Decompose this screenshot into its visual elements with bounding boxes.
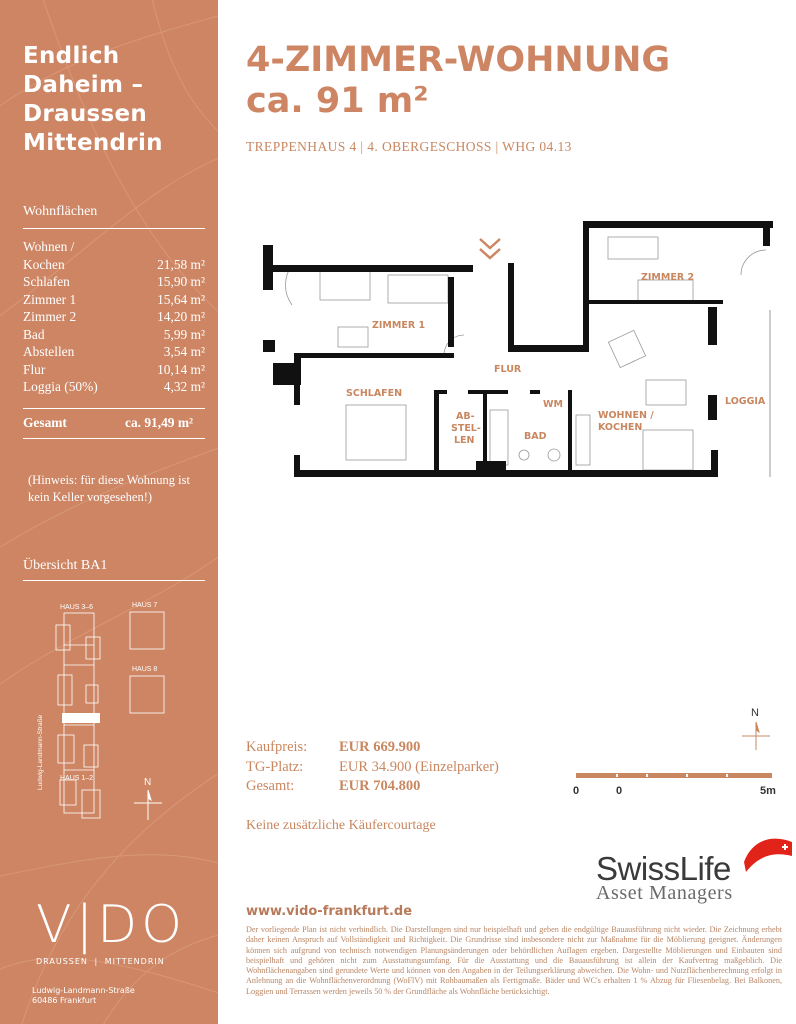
total-label: Gesamt — [23, 415, 67, 430]
logo-sub-left: DRAUSSEN — [36, 957, 88, 966]
area-row — [23, 273, 205, 291]
area-value: 14,20 m² — [157, 309, 205, 324]
area-value: 3,54 m² — [163, 344, 205, 359]
room-label-bad: BAD — [524, 431, 547, 442]
area-name: Bad — [23, 326, 45, 342]
area-name: Loggia (50%) — [23, 379, 98, 394]
slogan-line: Endlich — [23, 43, 120, 69]
swisslife-logo — [596, 850, 733, 905]
street-label: Ludwig-Landmann-Straße — [37, 714, 44, 790]
room-label-abstellen: AB- — [456, 411, 475, 422]
swisslife-flag-icon — [742, 832, 794, 874]
title-line: ca. 91 m² — [246, 81, 429, 121]
price-label: Gesamt: — [246, 778, 295, 794]
scale-start: 0 — [573, 785, 580, 797]
area-value: 21,58 m² — [157, 256, 205, 272]
area-name: Abstellen — [23, 344, 75, 359]
area-row — [23, 326, 205, 344]
area-row — [23, 256, 205, 274]
area-name: Flur — [23, 361, 46, 377]
area-row — [23, 378, 205, 396]
price-value: EUR 704.800 — [339, 778, 421, 794]
scale-bar — [568, 700, 778, 800]
area-table — [23, 238, 205, 396]
overview-title: Übersicht BA1 — [23, 558, 108, 573]
divider — [23, 438, 205, 439]
area-value: 10,14 m² — [157, 361, 205, 377]
area-name: Zimmer 2 — [23, 309, 77, 324]
room-label-abstellen: LEN — [454, 435, 475, 446]
price-value: EUR 669.900 — [339, 739, 421, 755]
room-label-loggia: LOGGIA — [725, 396, 766, 407]
entrance-chevron-icon — [480, 239, 500, 258]
address — [32, 986, 135, 1006]
area-value: 15,64 m² — [157, 291, 205, 307]
label-haus-8: HAUS 8 — [132, 666, 158, 673]
room-label-wohnen: WOHNEN / — [598, 410, 654, 421]
website-link[interactable]: www.vido-frankfurt.de — [246, 904, 413, 919]
logo-sub-right: MITTENDRIN — [104, 957, 165, 966]
address-line: Ludwig-Landmann-Straße — [32, 986, 135, 995]
disclaimer: Der vorliegende Plan ist nicht verbindlich. Die Darstellungen sind nur beispielhaft und geben die endgültige Bauausführung nicht wieder. Die Zeichnung erhebt daher keinen Anspruch auf Vollständigkeit und Richtigkeit. Die Grundrisse sind insbesondere nicht zur Maßnahme für die Möblierung geeignet. Änderungen können sich aufgrund von technisch notwendigen Planungsänderungen oder behördlichen Auflagen ergeben. Dargestellte Möblierungen und Einbauten sind beispielhaft und gehören nicht zum Ausstattungsumfang. Für die Ausstattung und die Bauausführung ist allein der Kaufvertrag maßgeblich. Die Wohnflächenangaben sind gerundete Werte und können von den Angaben in der Teilungserklärung abweichen. Die Wohn- und Nutzflächenberechnung erfolgt in Anlehnung an die Wohnflächenverordnung (WoFlV) mit Rohbaumaßen als Fertigmaße. Bäder und WC's erhalten 1 % Abzug für Fliesenbelag. Bei Balkonen, Loggien und Terrassen werden jeweils 50 % der Grundfläche als Wohnfläche berücksichtigt. — [246, 925, 782, 996]
site-overview-map — [20, 585, 210, 835]
area-row — [23, 361, 205, 379]
slogan-line: Mittendrin — [23, 130, 163, 156]
room-label-zimmer-1: ZIMMER 1 — [372, 320, 426, 331]
room-label-schlafen: SCHLAFEN — [346, 388, 403, 399]
price-row — [246, 777, 499, 797]
page-subtitle: TREPPENHAUS 4 | 4. OBERGESCHOSS | WHG 04.13 — [246, 139, 572, 154]
area-name: Zimmer 1 — [23, 291, 77, 307]
price-label: Kaufpreis: — [246, 739, 308, 755]
sidebar — [0, 0, 218, 1024]
cellar-hint — [28, 472, 213, 506]
area-value: 4,32 m² — [163, 379, 205, 394]
area-total — [23, 415, 193, 431]
area-name: Schlafen — [23, 274, 70, 289]
scale-zero: 0 — [616, 785, 623, 797]
page-title — [246, 40, 670, 122]
room-label-flur: FLUR — [494, 364, 522, 375]
price-label: TG-Platz: — [246, 758, 304, 775]
address-line: 60486 Frankfurt — [32, 996, 97, 1005]
brand-sub: Asset Managers — [596, 882, 733, 904]
label-haus-7: HAUS 7 — [132, 602, 158, 609]
area-row — [23, 291, 205, 309]
north-label: N — [751, 707, 759, 719]
room-label-abstellen: STEL- — [451, 423, 481, 434]
hint-line: kein Keller vorgesehen!) — [28, 490, 153, 504]
price-value: EUR 34.900 (Einzelparker) — [339, 758, 499, 775]
slogan-line: Daheim – — [23, 72, 144, 98]
price-row — [246, 738, 499, 758]
vido-logo-sub: DRAUSSEN | MITTENDRIN — [36, 957, 165, 966]
area-name: Wohnen / — [23, 239, 75, 254]
brand-name: SwissLife — [596, 850, 731, 887]
divider — [23, 580, 205, 581]
price-list — [246, 738, 499, 797]
slogan — [23, 42, 163, 158]
courtage-note: Keine zusätzliche Käufercourtage — [246, 818, 436, 833]
area-value: 5,99 m² — [163, 326, 205, 342]
room-label-zimmer-2: ZIMMER 2 — [641, 272, 695, 283]
room-label-wm: WM — [543, 399, 563, 410]
north-arrow-icon — [134, 790, 162, 820]
divider — [23, 228, 205, 229]
area-row — [23, 343, 205, 361]
room-label-kochen: KOCHEN — [598, 422, 643, 433]
north-label: N — [144, 777, 152, 788]
hint-line: (Hinweis: für diese Wohnung ist — [28, 473, 190, 487]
divider — [23, 408, 205, 409]
area-name: Kochen — [23, 256, 65, 272]
floor-plan — [258, 215, 782, 495]
north-arrow-icon — [742, 722, 770, 750]
scale-end: 5m — [760, 785, 776, 797]
areas-title: Wohnflächen — [23, 204, 98, 219]
area-row — [23, 308, 205, 326]
vido-logo: V|DO — [36, 895, 187, 955]
label-haus-1-2: HAUS 1–2 — [60, 775, 94, 782]
slogan-line: Draussen — [23, 101, 148, 127]
total-value: ca. 91,49 m² — [125, 415, 193, 430]
area-value: 15,90 m² — [157, 274, 205, 289]
area-row — [23, 238, 205, 256]
price-row — [246, 758, 499, 778]
title-line: 4-ZIMMER-WOHNUNG — [246, 40, 671, 80]
label-haus-3-6: HAUS 3–6 — [60, 604, 94, 611]
